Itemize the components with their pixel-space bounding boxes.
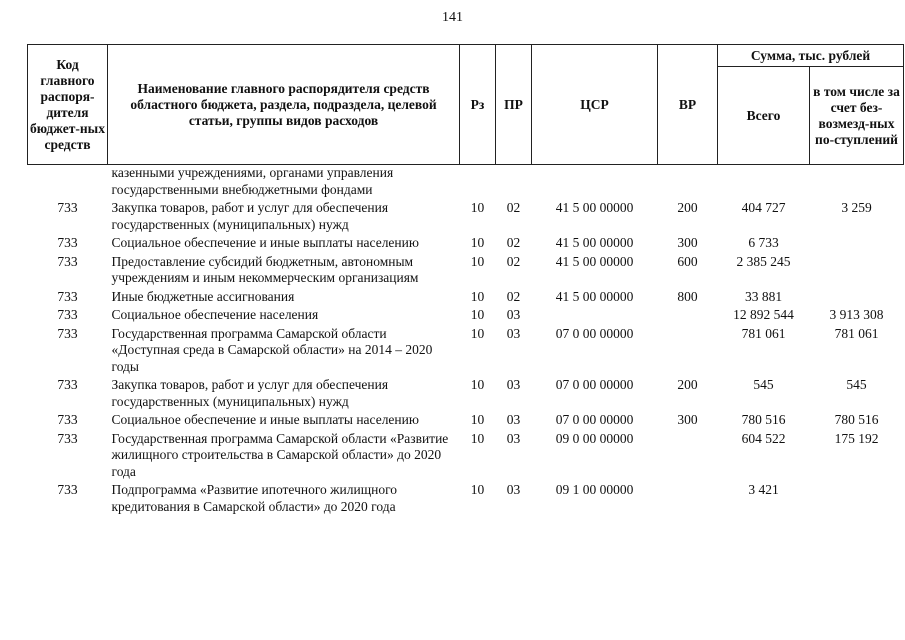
table-row — [28, 377, 904, 412]
row-name: Государственная программа Самарской области «Доступная среда в Самарской области» на 2014 – 2020 годы — [111, 325, 433, 374]
row-incl: 3 259 — [841, 200, 872, 215]
row-incl — [810, 235, 904, 254]
row-vr: 600 — [677, 253, 698, 269]
row-code: 733 — [57, 430, 78, 446]
row-total: 780 516 — [741, 412, 786, 427]
header-code: Код главного распоря-дителя бюджет-ных средств — [28, 45, 108, 165]
row-name: Социальное обеспечение населения — [111, 307, 319, 322]
row-vr: 300 — [677, 235, 698, 250]
row-rz: 10 — [470, 482, 485, 497]
table-row — [28, 200, 904, 235]
header-pr: ПР — [496, 45, 532, 165]
row-csr — [532, 165, 658, 201]
row-incl: 780 516 — [834, 412, 879, 427]
row-pr: 03 — [506, 412, 521, 427]
header-sum: Сумма, тыс. рублей — [718, 45, 904, 67]
row-pr: 03 — [506, 430, 521, 446]
row-pr: 02 — [506, 253, 521, 269]
table-row — [28, 412, 904, 431]
row-total: 781 061 — [741, 325, 786, 341]
row-rz: 10 — [470, 200, 485, 215]
row-csr: 41 5 00 00000 — [555, 235, 634, 250]
row-name: Закупка товаров, работ и услуг для обеспечения государственных (муниципальных) нужд — [111, 200, 389, 232]
header-name: Наименование главного распорядителя средств областного бюджета, раздела, подраздела, целевой статьи, группы видов расходов — [108, 45, 460, 165]
row-pr: 02 — [506, 200, 521, 215]
row-incl: 781 061 — [834, 325, 879, 341]
row-rz: 10 — [470, 307, 485, 322]
row-incl — [810, 165, 904, 201]
table-row — [28, 307, 904, 326]
row-code: 733 — [57, 482, 78, 497]
row-total: 12 892 544 — [733, 307, 794, 322]
table-row — [28, 289, 904, 308]
row-name: казенными учреждениями, органами управления государственными внебюджетными фондами — [111, 165, 394, 197]
row-vr: 200 — [677, 200, 698, 215]
row-pr: 03 — [506, 482, 521, 497]
row-rz: 10 — [470, 412, 485, 427]
row-pr: 03 — [506, 307, 521, 322]
row-vr — [658, 482, 718, 517]
row-total: 545 — [753, 377, 774, 392]
table-row — [28, 326, 904, 378]
table-row — [28, 482, 904, 517]
row-csr: 07 0 00 00000 — [555, 325, 634, 341]
row-pr: 02 — [506, 235, 521, 250]
row-pr: 03 — [506, 325, 521, 341]
row-csr — [532, 307, 658, 326]
row-name: Подпрограмма «Развитие ипотечного жилищного кредитования в Самарской области» до 2020 года — [111, 482, 398, 514]
row-code: 733 — [57, 288, 78, 304]
row-incl — [810, 289, 904, 308]
row-rz: 10 — [470, 288, 485, 304]
header-csr: ЦСР — [532, 45, 658, 165]
row-csr: 07 0 00 00000 — [555, 412, 634, 427]
row-csr: 41 5 00 00000 — [555, 200, 634, 215]
row-total: 404 727 — [741, 200, 786, 215]
row-code: 733 — [57, 253, 78, 269]
row-vr — [658, 326, 718, 378]
header-vr: ВР — [658, 45, 718, 165]
row-total: 2 385 245 — [736, 253, 791, 269]
row-code: 733 — [57, 377, 78, 392]
table-row — [28, 235, 904, 254]
row-total — [718, 165, 810, 201]
row-pr — [496, 165, 532, 201]
budget-table — [27, 44, 904, 517]
header-rz: Рз — [460, 45, 496, 165]
row-name: Государственная программа Самарской области «Развитие жилищного строительства в Самарской области» до 2020 года — [111, 430, 449, 479]
row-vr: 300 — [677, 412, 698, 427]
row-code — [28, 165, 108, 201]
row-total: 604 522 — [741, 430, 786, 446]
header-total: Всего — [718, 67, 810, 165]
row-total: 33 881 — [744, 288, 783, 304]
row-pr: 03 — [506, 377, 521, 392]
row-name: Социальное обеспечение и иные выплаты населению — [111, 412, 419, 427]
row-rz: 10 — [470, 377, 485, 392]
row-vr: 800 — [677, 288, 698, 304]
row-csr: 09 0 00 00000 — [555, 430, 634, 446]
row-rz — [460, 165, 496, 201]
row-incl: 3 913 308 — [829, 307, 884, 322]
table-row — [28, 165, 904, 201]
row-csr: 41 5 00 00000 — [555, 253, 634, 269]
table-row — [28, 431, 904, 483]
row-csr: 09 1 00 00000 — [555, 482, 634, 497]
row-csr: 07 0 00 00000 — [555, 377, 634, 392]
row-name: Предоставление субсидий бюджетным, автономным учреждениям и иным некоммерческим организациям — [111, 253, 419, 285]
row-incl — [810, 482, 904, 517]
row-csr: 41 5 00 00000 — [555, 288, 634, 304]
row-rz: 10 — [470, 253, 485, 269]
row-name: Закупка товаров, работ и услуг для обеспечения государственных (муниципальных) нужд — [111, 377, 389, 409]
table-row — [28, 254, 904, 289]
row-rz: 10 — [470, 430, 485, 446]
row-name: Иные бюджетные ассигнования — [111, 288, 295, 304]
row-incl: 545 — [846, 377, 867, 392]
row-total: 6 733 — [748, 235, 779, 250]
row-incl: 175 192 — [834, 430, 879, 446]
row-vr — [658, 165, 718, 201]
table-body — [28, 165, 904, 518]
row-vr: 200 — [677, 377, 698, 392]
row-vr — [658, 307, 718, 326]
row-pr: 02 — [506, 288, 521, 304]
page-number: 141 — [442, 10, 463, 25]
row-incl — [810, 254, 904, 289]
row-vr — [658, 431, 718, 483]
row-code: 733 — [57, 412, 78, 427]
header-incl: в том числе за счет без-возмезд-ных по-ступлений — [810, 67, 904, 165]
row-total: 3 421 — [748, 482, 779, 497]
row-rz: 10 — [470, 235, 485, 250]
row-code: 733 — [57, 307, 78, 322]
row-code: 733 — [57, 200, 78, 215]
row-rz: 10 — [470, 325, 485, 341]
row-code: 733 — [57, 235, 78, 250]
row-name: Социальное обеспечение и иные выплаты населению — [111, 235, 419, 250]
row-code: 733 — [57, 325, 78, 341]
